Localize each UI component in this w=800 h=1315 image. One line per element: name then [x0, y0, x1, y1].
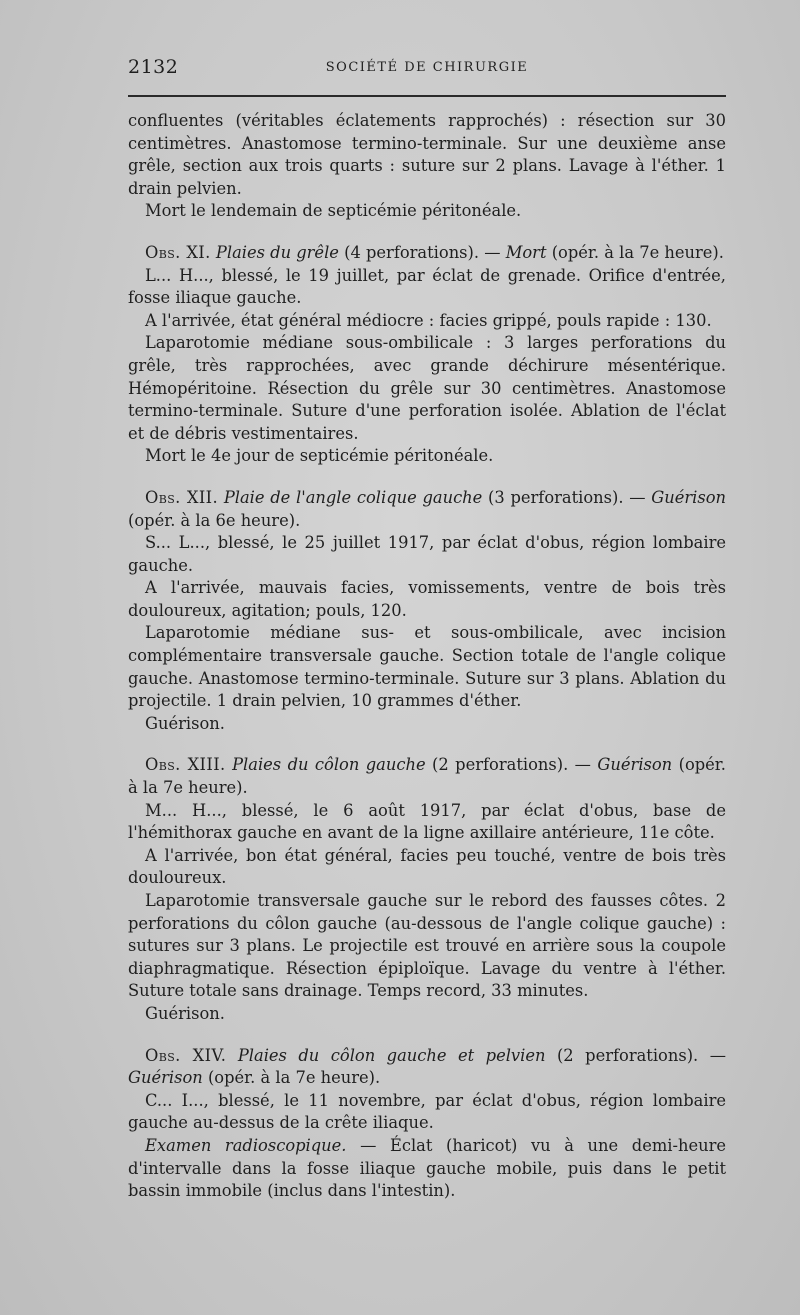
observation-detail: (4 perforations). — — [338, 242, 506, 262]
observation-timing: (opér. à la 7e heure). — [546, 242, 724, 262]
body-text — [128, 110, 726, 1203]
paragraph-lead: Examen radioscopique. — [145, 1135, 347, 1155]
observation-label: Obs. XIII. — [145, 755, 226, 775]
paragraph: Mort le lendemain de septicémie péritonéale. — [145, 201, 522, 221]
observation-detail: (2 perforations). — — [425, 755, 598, 775]
paragraph: Guérison. — [145, 713, 225, 733]
observation-title: Plaies du grêle — [215, 242, 339, 262]
observation-heading — [128, 754, 726, 799]
observation-label: Obs. XI. — [145, 242, 211, 262]
paragraph: A l'arrivée, état général médiocre : facies grippé, pouls rapide : 130. — [145, 310, 712, 330]
observation-timing: (opér. à la 7e heure). — [128, 755, 726, 798]
observation-label: Obs. XII. — [145, 487, 219, 507]
observation-title: Plaie de l'angle colique gauche — [223, 487, 483, 507]
observation-outcome: Guérison — [128, 1068, 203, 1088]
paragraph: A l'arrivée, bon état général, facies peu touché, ventre de bois très douloureux. — [128, 845, 726, 888]
paragraph: Laparotomie médiane sus- et sous-ombilicale, avec incision complémentaire transversale gauche. Section totale de l'angle colique gauche. Anastomose termino-terminale. Suture sur 3 plans. Ablation du projectile. 1 drain pelvien, 10 grammes d'éther. — [128, 623, 726, 711]
observation-outcome: Guérison — [651, 487, 726, 507]
observation-heading — [128, 242, 726, 265]
page-number: 2132 — [128, 56, 179, 78]
paragraph: M... H..., blessé, le 6 août 1917, par éclat d'obus, base de l'hémithorax gauche en avant de la ligne axillaire antérieure, 11e côte. — [128, 800, 726, 843]
observation-heading — [128, 1045, 726, 1090]
page-header — [128, 56, 726, 80]
observation-timing: (opér. à la 6e heure). — [128, 510, 301, 530]
paragraph — [128, 1135, 726, 1203]
observation-outcome: Mort — [505, 242, 547, 262]
observation-timing: (opér. à la 7e heure). — [202, 1068, 381, 1088]
paragraph: L... H..., blessé, le 19 juillet, par éclat de grenade. Orifice d'entrée, fosse iliaque gauche. — [128, 265, 726, 308]
observation-detail: (2 perforations). — — [545, 1045, 726, 1065]
paragraph-text: — Éclat (haricot) vu à une demi-heure d'intervalle dans la fosse iliaque gauche mobile, puis dans le petit bassin immobile (inclus dans l'intestin). — [128, 1135, 726, 1201]
paragraph: Laparotomie transversale gauche sur le rebord des fausses côtes. 2 perforations du côlon gauche (au-dessous de l'angle colique gauche) : sutures sur 3 plans. Le projectile est trouvé en arrière sous la coupole diaphragmatique. Résection épiploïque. Lavage du ventre à l'éther. Suture totale sans drainage. Temps record, 33 minutes. — [128, 891, 726, 1001]
paragraph: confluentes (véritables éclatements rapprochés) : résection sur 30 centimètres. Anastomose termino-terminale. Sur une deuxième anse grêle, section aux trois quarts : suture sur 2 plans. Lavage à l'éther. 1 drain pelvien. — [128, 111, 726, 198]
paragraph: Mort le 4e jour de septicémie péritonéale. — [145, 446, 494, 466]
observation-detail: (3 perforations). — — [482, 487, 652, 507]
observation-label: Obs. XIV. — [145, 1045, 227, 1065]
running-head: SOCIÉTÉ DE CHIRURGIE — [325, 60, 529, 75]
observation-title: Plaies du côlon gauche et pelvien — [237, 1045, 546, 1065]
paragraph: Guérison. — [145, 1003, 225, 1023]
observation-outcome: Guérison — [597, 755, 673, 775]
paragraph: S... L..., blessé, le 25 juillet 1917, par éclat d'obus, région lombaire gauche. — [128, 533, 726, 575]
observation-title: Plaies du côlon gauche — [232, 755, 426, 775]
paragraph: A l'arrivée, mauvais facies, vomissements, ventre de bois très douloureux, agitation; pouls, 120. — [128, 578, 726, 620]
header-rule — [128, 95, 726, 97]
paragraph: Laparotomie médiane sous-ombilicale : 3 larges perforations du grêle, très rapprochées, avec grande déchirure mésentérique. Hémopéritoine. Résection du grêle sur 30 centimètres. Anastomose termino-terminale. Suture d'une perforation isolée. Ablation de l'éclat et de débris vestimentaires. — [128, 333, 726, 443]
paragraph: C... I..., blessé, le 11 novembre, par éclat d'obus, région lombaire gauche au-dessus de la crête iliaque. — [128, 1090, 726, 1133]
observation-heading — [128, 487, 726, 532]
